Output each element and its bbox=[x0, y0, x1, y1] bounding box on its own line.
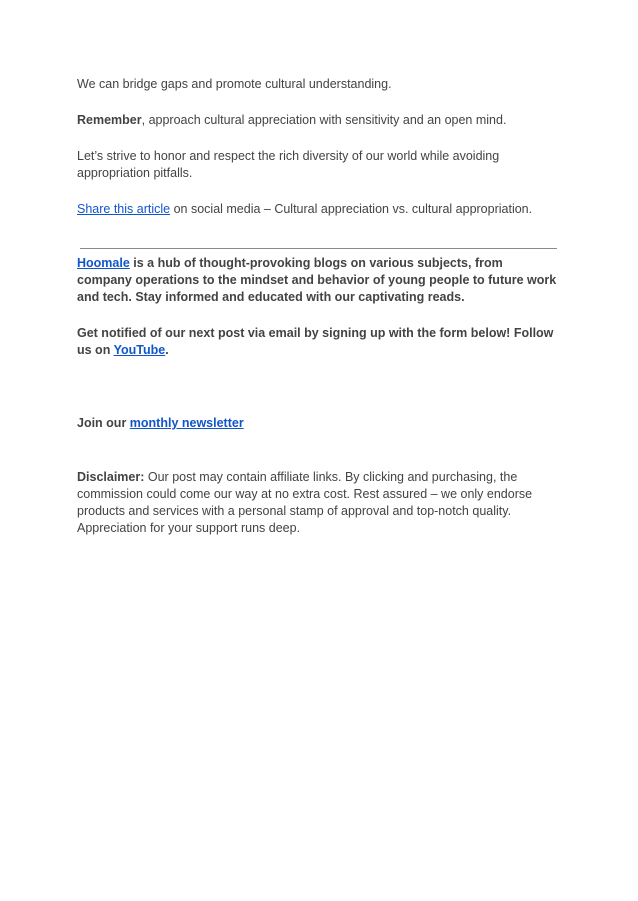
paragraph-join-newsletter bbox=[77, 415, 557, 432]
paragraph-text: is a hub of thought-provoking blogs on various subjects, from company operations to the mindset and behavior of young people to future work and tech. Stay informed and educated with our captivating reads. bbox=[77, 256, 557, 304]
disclaimer-label: Disclaimer: bbox=[77, 470, 145, 484]
paragraph-text: Join our bbox=[77, 416, 130, 430]
paragraph-text: . bbox=[165, 343, 169, 357]
paragraph-bridge-gaps bbox=[77, 76, 557, 93]
hoomale-link[interactable]: Hoomale bbox=[77, 256, 130, 270]
paragraph-remember bbox=[77, 112, 557, 129]
newsletter-link[interactable]: monthly newsletter bbox=[129, 416, 244, 430]
paragraph-share bbox=[77, 201, 557, 218]
paragraph-about-hoomale bbox=[77, 255, 557, 306]
paragraph-get-notified bbox=[77, 325, 557, 359]
youtube-link[interactable]: YouTube bbox=[113, 343, 166, 357]
disclaimer-text: Our post may contain affiliate links. By clicking and purchasing, the commission could come our way at no extra cost. Rest assured – we only endorse products and services with a personal stamp of approval and top-notch quality. Appreciation for your support runs deep. bbox=[77, 470, 533, 535]
paragraph-text: We can bridge gaps and promote cultural understanding. bbox=[77, 77, 392, 91]
paragraph-honor-diversity bbox=[77, 148, 557, 182]
paragraph-text: Get notified of our next post via email by signing up with the form below! Follow us on bbox=[77, 326, 554, 357]
paragraph-disclaimer bbox=[77, 469, 557, 537]
remember-bold-text: Remember bbox=[77, 113, 142, 127]
share-article-link[interactable]: Share this article bbox=[77, 202, 171, 216]
horizontal-divider bbox=[80, 248, 557, 249]
paragraph-text: on social media – Cultural appreciation vs. cultural appropriation. bbox=[170, 202, 533, 216]
paragraph-text: , approach cultural appreciation with sensitivity and an open mind. bbox=[141, 113, 507, 127]
paragraph-text: Let’s strive to honor and respect the rich diversity of our world while avoiding appropriation pitfalls. bbox=[77, 149, 500, 180]
